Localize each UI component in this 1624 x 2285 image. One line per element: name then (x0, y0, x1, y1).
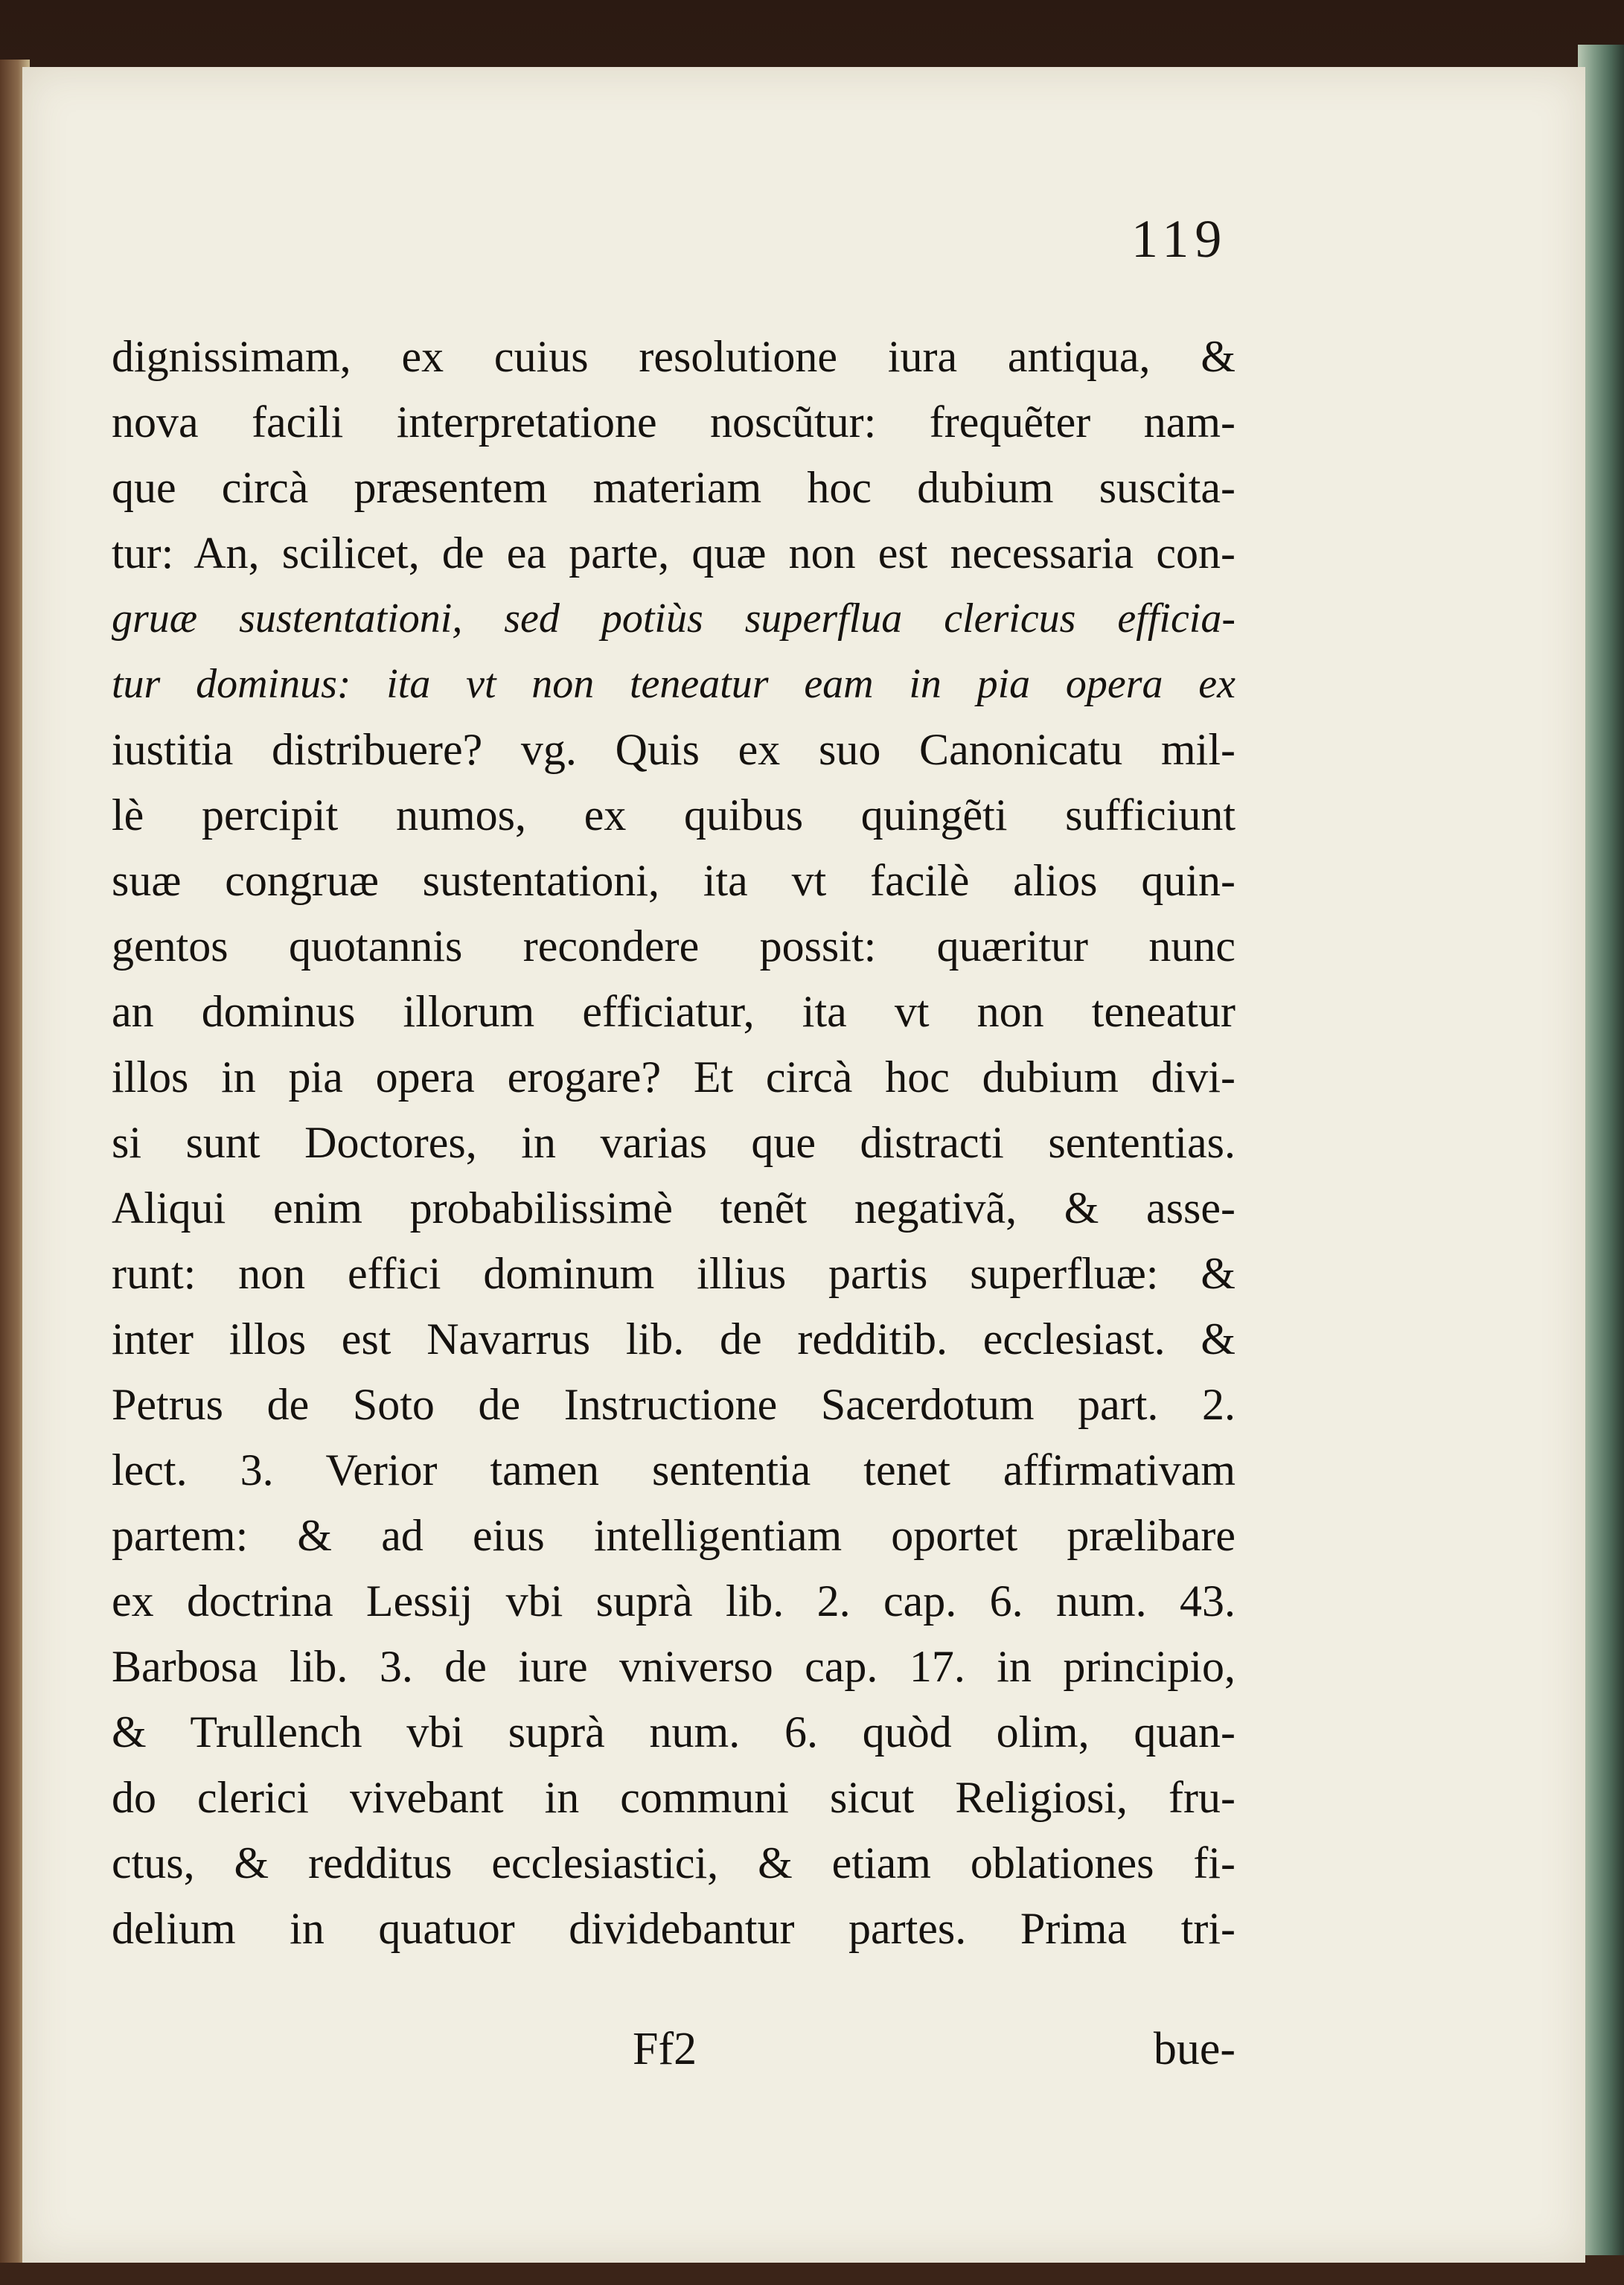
text-line: gruæ sustentationi, sed potiùs superflua clericus efficia- (112, 595, 1235, 642)
text-line: dignissimam, ex cuius resolutione iura antiqua, & (112, 332, 1235, 381)
text-line: lect. 3. Verior tamen sententia tenet affirmativam (112, 1445, 1235, 1495)
text-line: an dominus illorum efficiatur, ita vt non teneatur (112, 987, 1235, 1036)
text-line: inter illos est Navarrus lib. de redditib. ecclesiast. & (112, 1314, 1235, 1364)
text-line: ex doctrina Lessij vbi suprà lib. 2. cap. 6. num. 43. (112, 1576, 1235, 1626)
text-line: & Trullench vbi suprà num. 6. quòd olim, quan- (112, 1707, 1235, 1757)
text-line: lè percipit numos, ex quibus quingẽti sufficiunt (112, 790, 1235, 840)
text-line: do clerici vivebant in communi sicut Religiosi, fru- (112, 1773, 1235, 1822)
text-line: iustitia distribuere? vg. Quis ex suo Canonicatu mil- (112, 725, 1235, 774)
text-line: ctus, & redditus ecclesiastici, & etiam oblationes fi- (112, 1838, 1235, 1888)
text-line: partem: & ad eius intelligentiam oportet prælibare (112, 1511, 1235, 1560)
text-line: illos in pia opera erogare? Et circà hoc dubium divi- (112, 1052, 1235, 1102)
catchword: bue- (1153, 2024, 1235, 2074)
text-line: tur: An, scilicet, de ea parte, quæ non est necessaria con- (112, 528, 1235, 578)
text-line: si sunt Doctores, in varias que distracti sententias. (112, 1118, 1235, 1167)
text-line: Aliqui enim probabilissimè tenẽt negativã, & asse- (112, 1183, 1235, 1233)
text-line: suæ congruæ sustentationi, ita vt facilè alios quin- (112, 856, 1235, 905)
text-line: tur dominus: ita vt non teneatur eam in pia opera ex (112, 661, 1235, 707)
page-number: 119 (1131, 209, 1228, 269)
text-line: delium in quatuor dividebantur partes. Prima tri- (112, 1904, 1235, 1953)
page-footer (112, 2023, 1235, 2090)
text-line: nova facili interpretatione noscũtur: frequẽter nam- (112, 397, 1235, 447)
signature-mark: Ff2 (633, 2024, 697, 2074)
text-line: Petrus de Soto de Instructione Sacerdotum part. 2. (112, 1380, 1235, 1429)
body-text (112, 324, 1235, 1961)
text-line: runt: non effici dominum illius partis superfluæ: & (112, 1249, 1235, 1298)
text-line: Barbosa lib. 3. de iure vniverso cap. 17. in principio, (112, 1642, 1235, 1691)
text-line: gentos quotannis recondere possit: quæritur nunc (112, 921, 1235, 971)
book-page (22, 67, 1585, 2263)
text-line: que circà præsentem materiam hoc dubium suscita- (112, 463, 1235, 512)
